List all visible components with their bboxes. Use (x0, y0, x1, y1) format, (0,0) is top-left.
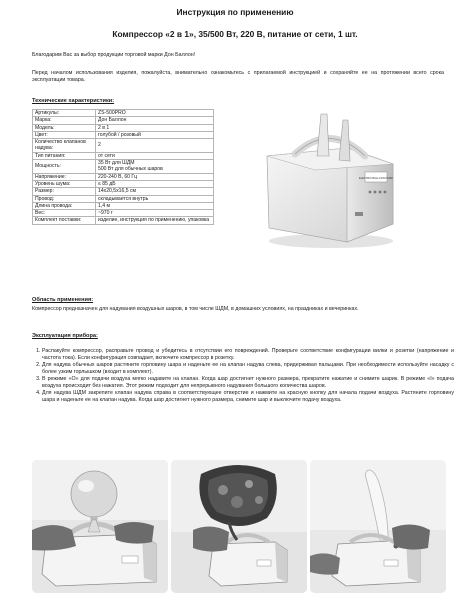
usage-step: 3. В режиме «O» для подачи воздуха мягко надавите на клапан. Когда шар достигнет нужного размера, прекратите нажатие и снимите шарик. В режиме «I» подача воздуха происходит без нажатия. Этот режим подходит для непрерывного надувания большого количества шаров. (42, 376, 454, 390)
spec-key: Модель: (33, 124, 96, 131)
spec-row (33, 188, 214, 195)
photo-regular-balloon (32, 460, 168, 593)
photo-foil-balloons (171, 460, 307, 593)
spec-value: изделие, инструкция по применению, упаковка (96, 217, 214, 224)
spec-key: Вес: (33, 210, 96, 217)
spec-row (33, 217, 214, 224)
spec-row (33, 210, 214, 217)
spec-key: Напряжение: (33, 173, 96, 180)
usage-step: 4. Для надува ШДМ закрепите клапан надува справа в соответствующее отверстие и нажмите на красную кнопку для начала подачи воздуха. Растяните горловину шара и наденьте ее на клапан надува. Когда шар достигнет нужного размера, снимите шар и выключите подачу воздуха. (42, 390, 454, 404)
specs-heading: Технические характеристики: (32, 98, 115, 104)
spec-value: ≤ 85 дБ (96, 180, 214, 187)
warning-text: Перед началом использования изделия, пожалуйста, внимательно ознакомьтесь с прилагаемой инструкцией и сохраняйте ее на протяжении всего срока эксплуатации товара. (32, 70, 444, 83)
spec-value: 35 Вт для ШДМ 500 Вт для обычных шаров (96, 160, 214, 174)
spec-key: Артикулы: (33, 110, 96, 117)
spec-value: Дон Баллон (96, 117, 214, 124)
spec-value: 2 (96, 139, 214, 153)
spec-key: Уровень шума: (33, 180, 96, 187)
spec-key: Марка: (33, 117, 96, 124)
spec-key: Тип питания: (33, 152, 96, 159)
intro-text: Благодарим Вас за выбор продукции торговой марки Дон Баллон! (32, 52, 196, 58)
spec-row (33, 110, 214, 117)
spec-key: Размер: (33, 188, 96, 195)
compressor-image (255, 108, 405, 253)
spec-value: ZS-500PRO (96, 110, 214, 117)
application-heading: Область применения: (32, 297, 94, 303)
spec-row (33, 124, 214, 131)
spec-key: Комплект поставки: (33, 217, 96, 224)
spec-key: Провод: (33, 195, 96, 202)
spec-row (33, 131, 214, 138)
application-text: Компрессор предназначен для надувания воздушных шаров, в том числе ШДМ, в домашних условиях, на праздниках и вечеринках. (32, 306, 359, 312)
spec-row (33, 152, 214, 159)
usage-steps (32, 348, 454, 404)
spec-value: 14х20,5х16,5 см (96, 188, 214, 195)
document-title: Инструкция по применению (176, 7, 294, 17)
spec-value: ~970 г (96, 210, 214, 217)
spec-row (33, 180, 214, 187)
spec-value: 220-240 В, 60 Гц (96, 173, 214, 180)
spec-value: от сети (96, 152, 214, 159)
spec-value: 2 в 1 (96, 124, 214, 131)
spec-row (33, 173, 214, 180)
spec-value: голубой / розовый (96, 131, 214, 138)
product-label: ELECTRIC BALLOON PUMP (358, 177, 394, 180)
spec-value: 1,4 м (96, 202, 214, 209)
specs-table (32, 109, 214, 225)
photo-long-balloon (310, 460, 446, 593)
usage-step: 1. Распакуйте компрессор, расправьте провод и убедитесь в отсутствии его повреждений. Проверьте соответствие конфигурации вилки и розетки (напряжение и частота тока). Если конфигурация совпадает, включите компрессор в розетку. (42, 348, 454, 362)
usage-heading: Эксплуатация прибора: (32, 333, 98, 339)
product-subtitle: Компрессор «2 в 1», 35/500 Вт, 220 В, питание от сети, 1 шт. (112, 29, 358, 39)
spec-row (33, 117, 214, 124)
spec-key: Мощность: (33, 160, 96, 174)
spec-row (33, 202, 214, 209)
spec-value: складывается внутрь (96, 195, 214, 202)
spec-row (33, 139, 214, 153)
spec-key: Количество клапанов надува: (33, 139, 96, 153)
spec-key: Цвет: (33, 131, 96, 138)
spec-key: Длина провода: (33, 202, 96, 209)
spec-row (33, 195, 214, 202)
spec-row (33, 160, 214, 174)
usage-step: 2. Для надува обычных шаров растяните горловину шара и наденьте ее на клапан надува слева, придерживая пальцами. При необходимости используйте насадку с более узким горлышком (входит в комплект). (42, 362, 454, 376)
